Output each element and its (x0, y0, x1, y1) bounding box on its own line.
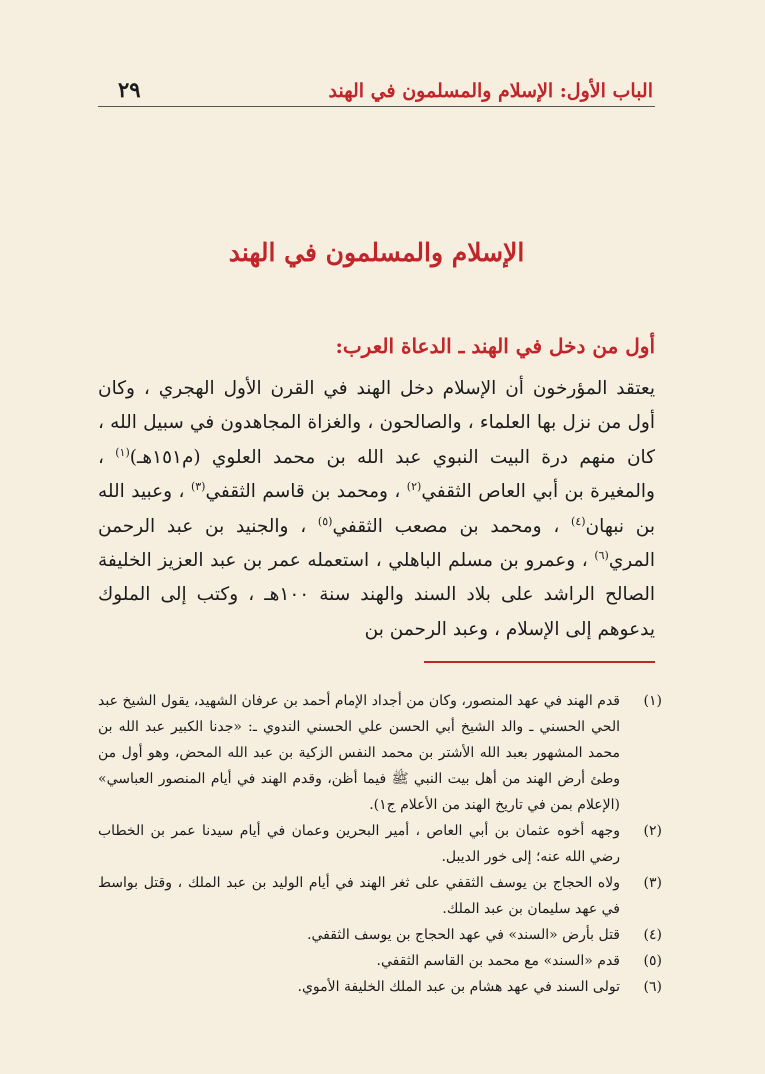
body-text-segment: ، وعمرو بن مسلم الباهلي ، استعمله عمر بن عبد العزيز الخليفة الصالح الراشد على بلاد السند والهند سنة ١٠٠هـ ، وكتب إلى الملوك يدعوهم إلى الإسلام ، وعبد الرحمن بن (98, 550, 655, 640)
chapter-title: الإسلام والمسلمون في الهند (228, 238, 525, 267)
header-divider (98, 106, 655, 107)
footnote-item (98, 922, 662, 948)
body-text-segment: ، وعبيد الله بن نبهان (98, 481, 655, 537)
footnote-reference[interactable]: (٣) (190, 480, 206, 494)
footnote-divider (424, 661, 655, 663)
footnote-text: وجهه أخوه عثمان بن أبي العاص ، أمير البحرين وعمان في أيام سيدنا عمر بن الخطاب رضي الله عنه؛ إلى خور الديبل. (98, 823, 620, 865)
footnote-item (98, 974, 662, 1000)
body-text-segment: ، ومحمد بن قاسم الثقفي (205, 481, 407, 503)
footnote-number: (٢) (643, 823, 662, 839)
footnote-reference[interactable]: (٢) (406, 480, 422, 494)
footnote-number: (٤) (643, 927, 662, 943)
footnote-reference[interactable]: (١) (115, 445, 130, 459)
section-heading: أول من دخل في الهند ـ الدعاة العرب: (335, 334, 655, 358)
footnote-number: (٥) (643, 953, 662, 969)
footnote-number: (٦) (643, 979, 662, 995)
footnote-text: قدم الهند في عهد المنصور، وكان من أجداد الإمام أحمد بن عرفان الشهيد، يقول الشيخ عبد الحي الحسني ـ والد الشيخ أبي الحسن علي الحسني الندوي ـ: «جدنا الكبير عبد الله بن محمد المشهور بعبد الله الأشتر بن محمد النفس الزكية بن عبد الله المحض، وهو أول من وطئ أرض الهند من أهل بيت النبي ﷺ فيما أظن، وقدم الهند في أيام المنصور العباسي» (الإعلام بمن في تاريخ الهند من الأعلام ج١). (98, 693, 620, 813)
footnote-reference[interactable]: (٤) (571, 514, 586, 528)
footnotes-list (98, 688, 662, 1000)
body-paragraph (98, 372, 655, 647)
footnote-item (98, 688, 662, 818)
footnote-reference[interactable]: (٦) (594, 548, 609, 562)
body-text-segment: يعتقد المؤرخون أن الإسلام دخل الهند في القرن الأول الهجري ، وكان أول من نزل بها العلماء ، والصالحون ، والغزاة المجاهدون في سبيل الله ، كان منهم درة البيت النبوي عبد الله بن محمد العلوي (م١٥١هـ) (98, 378, 655, 468)
body-text-segment: ، والمغيرة بن أبي العاص الثقفي (98, 446, 655, 503)
footnote-number: (١) (643, 693, 662, 709)
running-header (98, 70, 653, 102)
footnote-number: (٣) (643, 875, 662, 891)
footnote-item (98, 870, 662, 922)
footnote-text: قدم «السند» مع محمد بن القاسم الثقفي. (376, 953, 620, 969)
body-text-segment: ، والجنيد بن عبد الرحمن المري (98, 515, 655, 572)
footnote-item (98, 948, 662, 974)
body-text-segment: ، ومحمد بن مصعب الثقفي (332, 515, 572, 537)
footnote-reference[interactable]: (٥) (317, 514, 333, 528)
footnote-text: تولى السند في عهد هشام بن عبد الملك الخليفة الأموي. (297, 979, 620, 995)
page-number: ٢٩ (118, 77, 141, 102)
footnote-text: ولاه الحجاج بن يوسف الثقفي على ثغر الهند في أيام الوليد بن عبد الملك ، وقتل بواسط في عهد سليمان بن عبد الملك. (98, 875, 620, 917)
footnote-text: قتل بأرض «السند» في عهد الحجاج بن يوسف الثقفي. (307, 927, 620, 943)
footnote-item (98, 818, 662, 870)
running-title: الباب الأول: الإسلام والمسلمون في الهند (328, 80, 653, 102)
